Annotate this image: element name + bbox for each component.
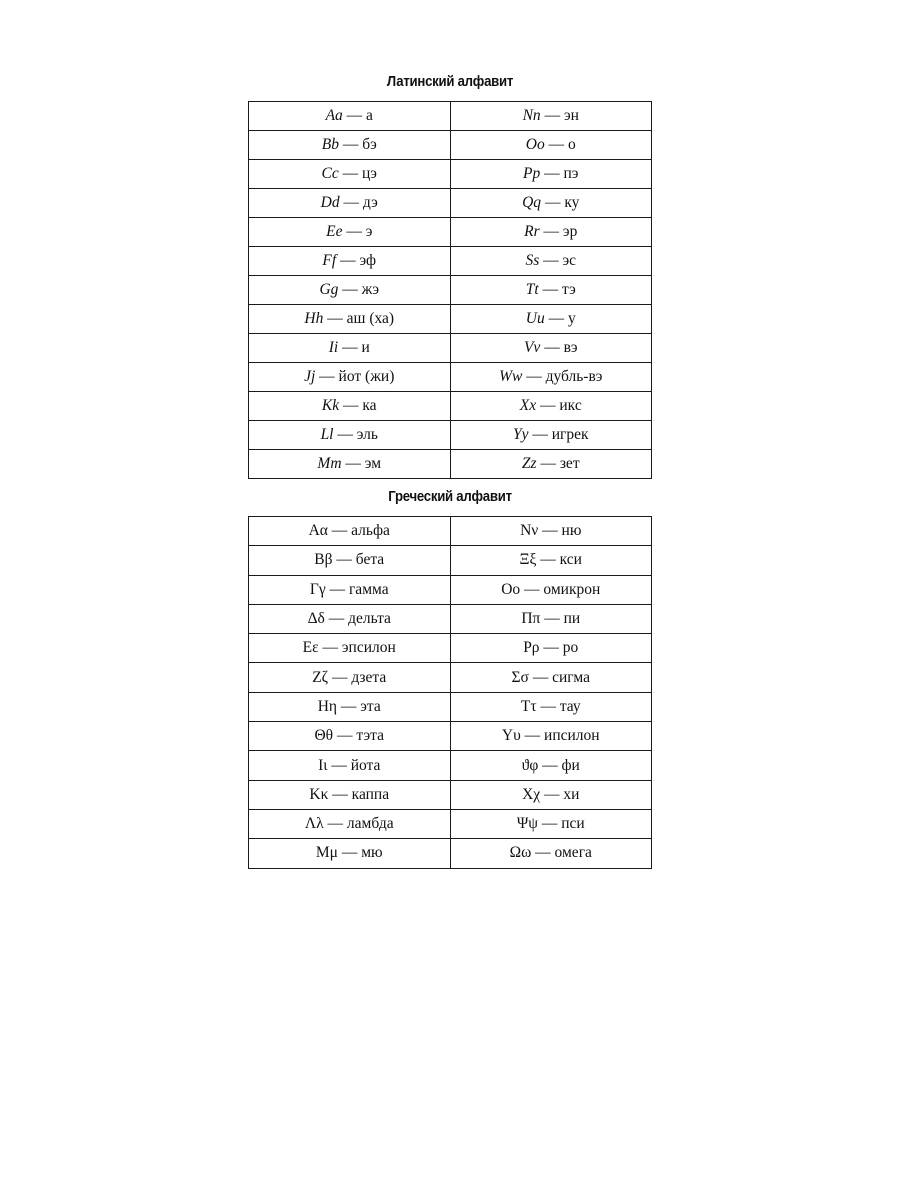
letter-name: — йота [331, 756, 381, 774]
letter-pair: Θθ [314, 727, 334, 745]
table-row [249, 809, 652, 838]
letter-name: — цэ [342, 165, 377, 182]
table-row [249, 634, 652, 663]
letter-name: — у [548, 310, 576, 327]
alphabet-cell [450, 189, 652, 218]
letter-pair: Bb [321, 136, 339, 153]
table-row [249, 363, 652, 392]
letter-pair: Κκ [309, 785, 329, 803]
letter-name: — и [342, 339, 370, 356]
letter-name: — эм [345, 455, 382, 472]
letter-pair: Δδ [307, 610, 325, 628]
alphabet-cell [450, 604, 652, 633]
letter-pair: Uu [525, 310, 545, 327]
table-row [249, 102, 652, 131]
table-row [249, 334, 652, 363]
table-row [249, 160, 652, 189]
alphabet-cell [249, 780, 451, 809]
alphabet-cell [249, 839, 451, 868]
alphabet-cell [450, 276, 652, 305]
letter-name: — зет [540, 455, 580, 472]
letter-pair: Yy [512, 426, 529, 443]
letter-pair: Υυ [501, 727, 521, 745]
alphabet-cell [249, 276, 451, 305]
alphabet-cell [450, 692, 652, 721]
greek-table-body [249, 517, 652, 869]
letter-name: — дельта [328, 610, 391, 628]
letter-name: — мю [341, 844, 383, 862]
letter-name: — омега [535, 844, 592, 862]
alphabet-cell [249, 334, 451, 363]
alphabet-cell [450, 102, 652, 131]
letter-pair: Tt [525, 281, 539, 298]
alphabet-cell [450, 634, 652, 663]
alphabet-cell [450, 809, 652, 838]
letter-pair: Zz [521, 455, 537, 472]
table-row [249, 189, 652, 218]
letter-pair: Pp [523, 165, 541, 182]
letter-name: — игрек [532, 426, 589, 443]
letter-name: — ипсилон [524, 727, 600, 745]
alphabet-cell [249, 131, 451, 160]
table-row [249, 247, 652, 276]
alphabet-cell [249, 692, 451, 721]
letter-name: — эн [544, 107, 579, 124]
letter-name: — омикрон [524, 580, 601, 598]
letter-pair: Ωω [509, 844, 532, 862]
letter-pair: Γγ [309, 580, 326, 598]
letter-pair: Νν [520, 522, 539, 540]
table-row [249, 780, 652, 809]
letter-pair: Ff [322, 252, 337, 269]
letter-pair: Hh [304, 310, 324, 327]
table-row [249, 751, 652, 780]
letter-name: — тэ [542, 281, 576, 298]
alphabet-cell [249, 305, 451, 334]
letter-pair: Qq [522, 194, 542, 211]
table-row [249, 450, 652, 479]
letter-pair: Ww [499, 368, 523, 385]
latin-alphabet-title: Латинский алфавит [386, 73, 514, 90]
letter-name: — бэ [342, 136, 377, 153]
letter-name: — хи [544, 785, 580, 803]
letter-name: — икс [540, 397, 582, 414]
letter-name: — тэта [336, 727, 385, 745]
letter-pair: Kk [321, 397, 340, 414]
table-row [249, 392, 652, 421]
table-row [249, 722, 652, 751]
letter-name: — дэ [343, 194, 378, 211]
letter-pair: Ψψ [516, 815, 538, 833]
table-row [249, 305, 652, 334]
letter-name: — ню [542, 522, 582, 540]
alphabet-cell [450, 131, 652, 160]
alphabet-cell [450, 218, 652, 247]
letter-pair: Αα [308, 522, 328, 540]
alphabet-cell [450, 334, 652, 363]
alphabet-cell [249, 189, 451, 218]
letter-pair: Ζζ [312, 668, 329, 686]
alphabet-cell [249, 604, 451, 633]
alphabet-cell [249, 247, 451, 276]
letter-name: — эс [543, 252, 577, 269]
table-row [249, 546, 652, 575]
letter-name: — пи [544, 610, 581, 628]
letter-name: — эр [543, 223, 578, 240]
letter-pair: Oo [525, 136, 545, 153]
letter-pair: Σσ [511, 668, 529, 686]
letter-pair: Ss [525, 252, 540, 269]
alphabet-cell [450, 751, 652, 780]
table-row [249, 218, 652, 247]
letter-name: — аш (ха) [327, 310, 395, 327]
table-row [249, 839, 652, 868]
alphabet-cell [249, 575, 451, 604]
letter-name: — эль [337, 426, 378, 443]
letter-name: — а [346, 107, 373, 124]
latin-alphabet-table [248, 101, 652, 479]
alphabet-cell [249, 663, 451, 692]
letter-pair: Vv [523, 339, 541, 356]
letter-pair: Aa [325, 107, 343, 124]
letter-name: — эф [340, 252, 377, 269]
letter-name: — о [548, 136, 576, 153]
alphabet-cell [249, 218, 451, 247]
letter-name: — тау [540, 697, 581, 715]
letter-name: — бета [336, 551, 385, 569]
letter-pair: Gg [319, 281, 339, 298]
alphabet-cell [249, 160, 451, 189]
letter-name: — ка [343, 397, 377, 414]
alphabet-cell [450, 421, 652, 450]
letter-name: — дзета [331, 668, 387, 686]
letter-pair: Xx [519, 397, 537, 414]
letter-pair: Ηη [317, 697, 338, 715]
alphabet-cell [450, 450, 652, 479]
letter-name: — э [346, 223, 373, 240]
alphabet-cell [249, 363, 451, 392]
alphabet-cell [249, 634, 451, 663]
table-row [249, 421, 652, 450]
letter-name: — эпсилон [322, 639, 396, 657]
letter-name: — йот (жи) [319, 368, 395, 385]
letter-pair: Χχ [522, 785, 541, 803]
letter-pair: Εε [302, 639, 319, 657]
letter-pair: Mm [317, 455, 342, 472]
letter-pair: Cc [321, 165, 339, 182]
alphabet-cell [450, 363, 652, 392]
table-row [249, 131, 652, 160]
letter-name: — кси [540, 551, 582, 569]
letter-name: — фи [542, 756, 580, 774]
greek-alphabet-title: Греческий алфавит [388, 488, 512, 505]
alphabet-cell [450, 392, 652, 421]
latin-table-body [249, 102, 652, 479]
letter-pair: Ιι [318, 756, 328, 774]
table-row [249, 692, 652, 721]
letter-pair: Οο [501, 580, 521, 598]
letter-pair: Ρρ [523, 639, 540, 657]
letter-pair: Ξξ [519, 551, 537, 569]
alphabet-cell [450, 517, 652, 546]
alphabet-cell [450, 839, 652, 868]
alphabet-cell [450, 247, 652, 276]
alphabet-cell [450, 305, 652, 334]
table-row [249, 604, 652, 633]
alphabet-cell [249, 421, 451, 450]
greek-alphabet-table [248, 516, 652, 869]
letter-pair: Dd [320, 194, 340, 211]
alphabet-cell [450, 575, 652, 604]
letter-name: — эта [340, 697, 381, 715]
letter-pair: Μμ [315, 844, 338, 862]
alphabet-cell [450, 780, 652, 809]
table-row [249, 276, 652, 305]
alphabet-cell [249, 809, 451, 838]
letter-pair: Ππ [521, 610, 541, 628]
letter-name: — дубль-вэ [526, 368, 603, 385]
alphabet-cell [450, 546, 652, 575]
letter-name: — ку [544, 194, 580, 211]
letter-name: — ро [543, 639, 579, 657]
letter-pair: ϑφ [521, 756, 539, 774]
letter-pair: Ββ [314, 551, 333, 569]
letter-name: — сигма [532, 668, 591, 686]
alphabet-cell [249, 450, 451, 479]
letter-name: — каппа [332, 785, 390, 803]
alphabet-cell [249, 751, 451, 780]
table-row [249, 517, 652, 546]
alphabet-cell [249, 102, 451, 131]
alphabet-cell [450, 663, 652, 692]
letter-pair: Jj [304, 368, 316, 385]
alphabet-cell [450, 160, 652, 189]
letter-pair: Ll [320, 426, 334, 443]
letter-pair: Nn [522, 107, 541, 124]
letter-pair: Ττ [520, 697, 537, 715]
letter-pair: Ii [328, 339, 339, 356]
letter-name: — альфа [331, 522, 390, 540]
letter-name: — пси [541, 815, 585, 833]
table-row [249, 663, 652, 692]
letter-pair: Ee [326, 223, 343, 240]
alphabet-cell [450, 722, 652, 751]
letter-pair: Rr [524, 223, 540, 240]
letter-name: — ламбда [327, 815, 394, 833]
alphabet-cell [249, 722, 451, 751]
alphabet-cell [249, 546, 451, 575]
letter-name: — пэ [544, 165, 579, 182]
alphabet-cell [249, 517, 451, 546]
letter-name: — вэ [544, 339, 578, 356]
letter-name: — гамма [329, 580, 389, 598]
letter-pair: Λλ [304, 815, 324, 833]
letter-name: — жэ [342, 281, 380, 298]
table-row [249, 575, 652, 604]
alphabet-cell [249, 392, 451, 421]
